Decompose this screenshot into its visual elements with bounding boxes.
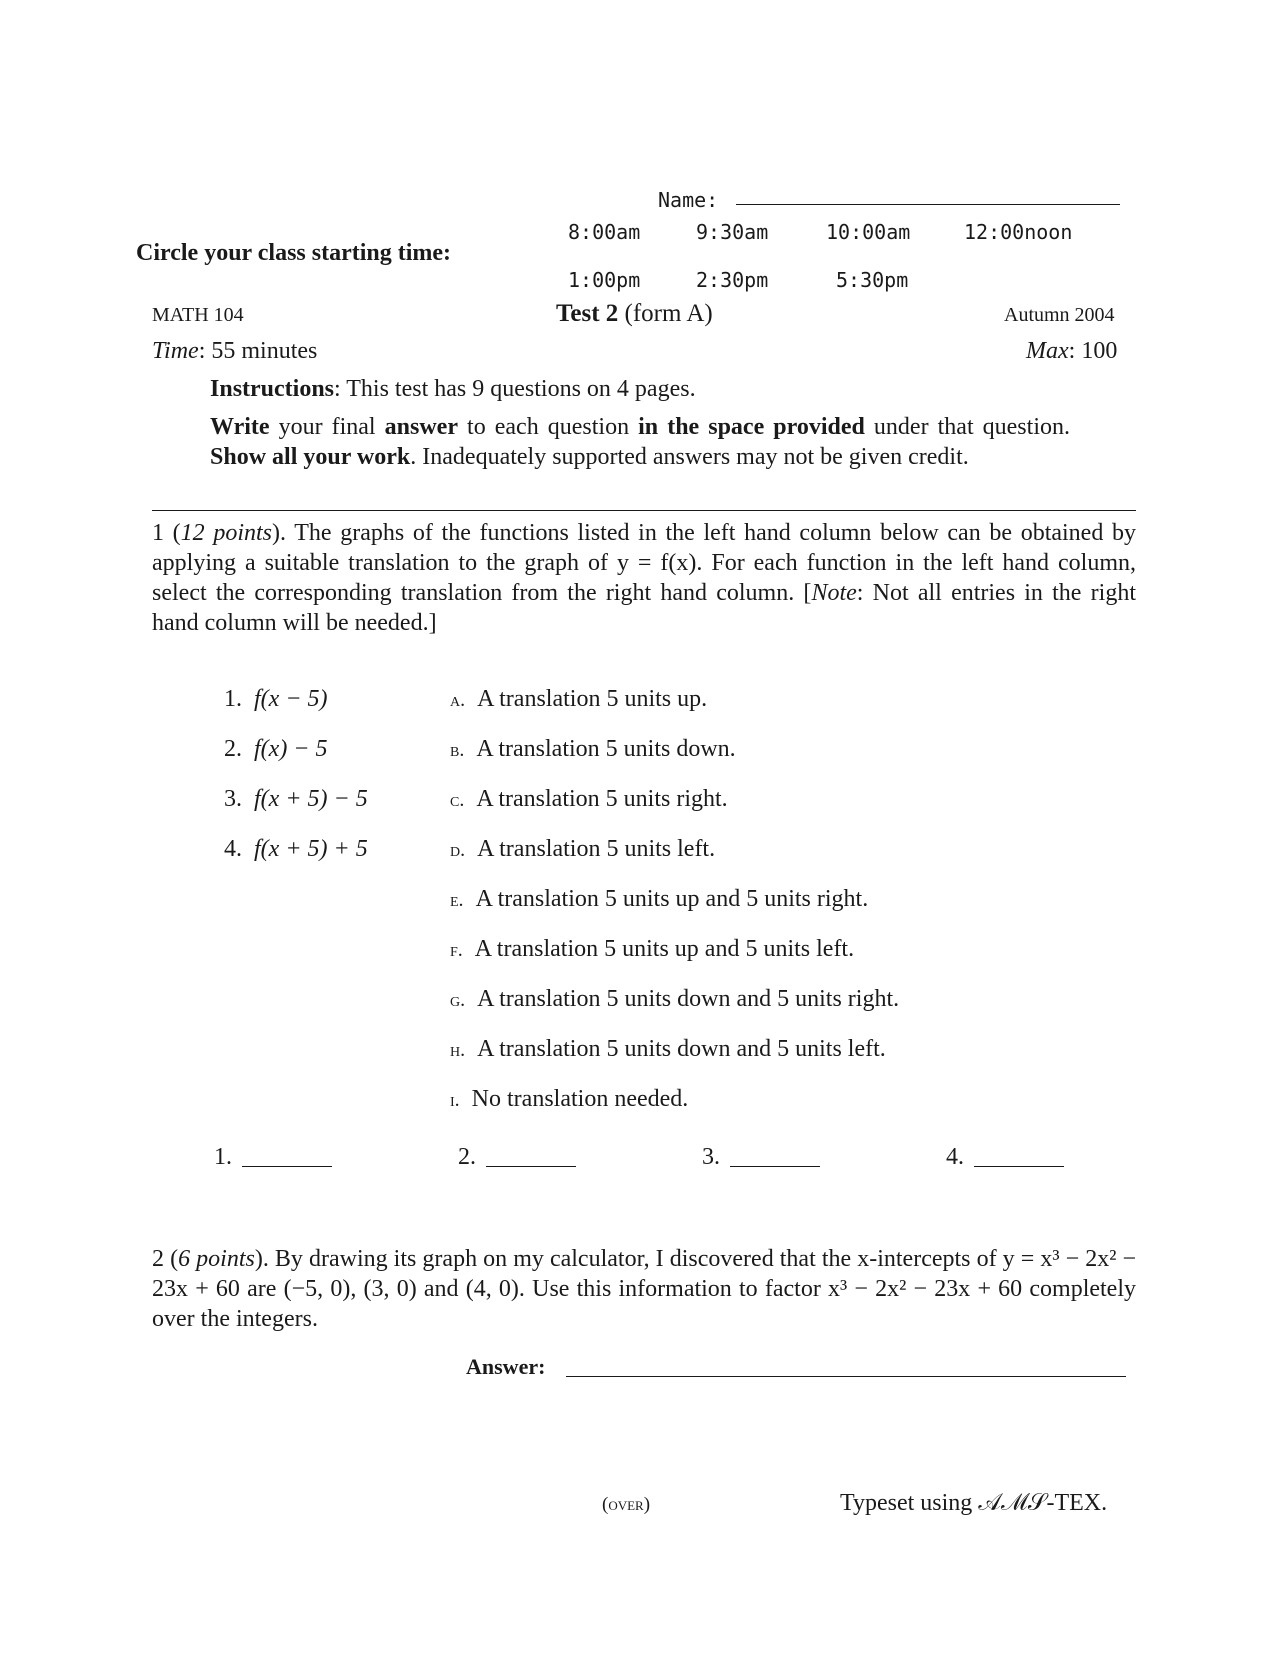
q1-answer-blank-2[interactable] (486, 1166, 576, 1167)
q1-answer-label-2: 2. (458, 1144, 476, 1170)
q2-answer-line[interactable] (566, 1376, 1126, 1377)
function-item (224, 736, 328, 763)
over-marker: (over) (602, 1494, 651, 1515)
option-text: A translation 5 units right. (476, 786, 728, 812)
q1-answer-blank-3[interactable] (730, 1166, 820, 1167)
option-letter: d. (450, 839, 466, 861)
function-num: 4. (224, 836, 242, 862)
test-form: (form A) (624, 300, 713, 327)
instr-text-c: under that question. (864, 414, 1070, 440)
function-num: 2. (224, 736, 242, 762)
q1-answer-blank-4[interactable] (974, 1166, 1064, 1167)
option-text: A translation 5 units down and 5 units right. (477, 986, 900, 1012)
function-item (224, 786, 368, 813)
q1-answer-label-1: 1. (214, 1144, 232, 1170)
q1-points: 12 points (180, 520, 273, 546)
test-title-number: Test 2 (556, 300, 619, 327)
time-limit (152, 338, 317, 365)
function-num: 1. (224, 686, 242, 712)
course-code: MATH 104 (152, 304, 244, 326)
instructions-text: : This test has 9 questions on 4 pages. (334, 376, 696, 402)
function-num: 3. (224, 786, 242, 812)
q2-answer-label: Answer: (466, 1354, 546, 1379)
option-item (450, 986, 899, 1013)
option-letter: a. (450, 689, 466, 711)
option-letter: e. (450, 889, 464, 911)
function-expr: f(x − 5) (254, 686, 328, 712)
q1-number: 1 ( (152, 520, 181, 546)
option-letter: i. (450, 1089, 460, 1111)
option-item (450, 686, 707, 713)
q1-text: ). The graphs of the functions listed in the left hand column below can be obtained by applying a suitable translation to the graph of y = f(x). For each function in the left hand column, select the corresponding translation from the right hand column. [ (152, 520, 1136, 606)
time-option-230pm[interactable]: 2:30pm (696, 268, 769, 292)
q2-points: 6 points (178, 1246, 255, 1272)
q1-note-label: Note (811, 580, 857, 606)
class-time-prompt: Circle your class starting time: (136, 240, 452, 266)
option-item (450, 736, 736, 763)
name-field-line[interactable] (736, 204, 1120, 205)
instructions-paragraph (210, 412, 1070, 472)
instr-bold-answer: answer (384, 414, 458, 440)
option-text: A translation 5 units up. (477, 686, 708, 712)
instr-text-b: to each question (457, 414, 639, 440)
q1-answer-label-4: 4. (946, 1144, 964, 1170)
q1-note-text: : Not all entries in the right hand column will be needed.] (152, 580, 1136, 636)
option-text: A translation 5 units up and 5 units left. (474, 936, 855, 962)
max-points-value: : 100 (1068, 338, 1118, 364)
q2-text: ). By drawing its graph on my calculator, I discovered that the x-intercepts of y = x³ − 2x² − 23x + 60 are (−5, 0), (3, 0) and (4, 0). Use this information to factor x³ − 2x² − 23x + 60 completely over the integers. (152, 1246, 1136, 1332)
max-points (1026, 338, 1117, 365)
name-label: Name: (658, 188, 719, 212)
instr-text-a: your final (269, 414, 385, 440)
term: Autumn 2004 (1004, 304, 1115, 326)
option-item (450, 1036, 886, 1063)
time-limit-value: : 55 minutes (198, 338, 318, 364)
instr-bold-write: Write (210, 414, 270, 440)
option-item (450, 786, 728, 813)
time-option-930am[interactable]: 9:30am (696, 220, 769, 244)
instr-bold-show-work: Show all your work (210, 444, 411, 470)
option-letter: f. (450, 939, 463, 961)
q1-prompt (152, 518, 1136, 638)
time-option-1000am[interactable]: 10:00am (826, 220, 911, 244)
option-item (450, 936, 854, 963)
option-text: A translation 5 units left. (477, 836, 716, 862)
time-option-530pm[interactable]: 5:30pm (836, 268, 909, 292)
time-option-800am[interactable]: 8:00am (568, 220, 641, 244)
function-item (224, 686, 328, 713)
test-title (556, 300, 713, 328)
option-text: A translation 5 units up and 5 units right. (475, 886, 869, 912)
q2-prompt (152, 1244, 1136, 1334)
option-text: A translation 5 units down and 5 units left. (477, 1036, 886, 1062)
typeset-credit: Typeset using 𝒜ℳ𝒮-TEX. (840, 1490, 1108, 1516)
instr-text-d: . Inadequately supported answers may not be given credit. (410, 444, 969, 470)
option-text: No translation needed. (471, 1086, 689, 1112)
q1-answer-label-3: 3. (702, 1144, 720, 1170)
function-expr: f(x) − 5 (254, 736, 328, 762)
option-text: A translation 5 units down. (476, 736, 736, 762)
instr-bold-space: in the space provided (638, 414, 865, 440)
instructions-label: Instructions (210, 376, 335, 402)
q1-answer-blank-1[interactable] (242, 1166, 332, 1167)
function-expr: f(x + 5) − 5 (254, 786, 368, 812)
option-letter: h. (450, 1039, 466, 1061)
time-option-1200noon[interactable]: 12:00noon (964, 220, 1073, 244)
function-expr: f(x + 5) + 5 (254, 836, 368, 862)
time-limit-label: Time (152, 338, 199, 364)
section-divider (152, 510, 1136, 511)
option-item (450, 886, 868, 913)
max-points-label: Max (1026, 338, 1069, 364)
option-item (450, 836, 715, 863)
option-letter: b. (450, 739, 465, 761)
function-item (224, 836, 368, 863)
time-option-100pm[interactable]: 1:00pm (568, 268, 641, 292)
option-item (450, 1086, 688, 1113)
option-letter: g. (450, 989, 466, 1011)
instructions-line1 (210, 376, 696, 403)
q2-number: 2 ( (152, 1246, 179, 1272)
option-letter: c. (450, 789, 465, 811)
